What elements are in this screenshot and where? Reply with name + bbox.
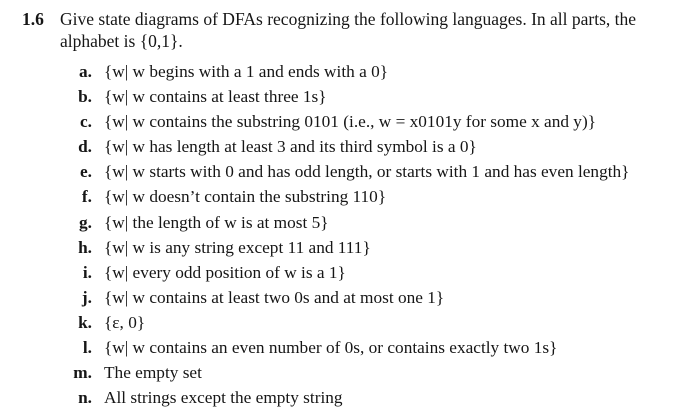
part-language: {ε, 0} — [104, 312, 146, 332]
part-label: m. — [73, 363, 92, 383]
part-item — [0, 387, 700, 412]
part-label: f. — [81, 187, 92, 207]
problem-statement: Give state diagrams of DFAs recognizing the following languages. In all parts, the alphabet is {0,1}. — [60, 9, 637, 51]
part-language: {w| w doesn’t contain the substring 110} — [104, 187, 387, 207]
part-label: l. — [82, 338, 92, 358]
part-label: i. — [82, 262, 92, 282]
part-label: h. — [78, 237, 92, 257]
part-language: {w| w contains at least two 0s and at most one 1} — [104, 287, 445, 307]
parts-list — [0, 61, 700, 412]
part-item — [0, 186, 700, 211]
part-item — [0, 212, 700, 237]
part-language: {w| w has length at least 3 and its third symbol is a 0} — [104, 137, 477, 157]
part-item — [0, 362, 700, 387]
part-language: The empty set — [104, 363, 202, 383]
part-label: c. — [80, 112, 92, 132]
part-item — [0, 86, 700, 111]
part-language: All strings except the empty string — [104, 388, 343, 408]
part-item — [0, 312, 700, 337]
part-label: g. — [79, 212, 92, 232]
part-item — [0, 237, 700, 262]
part-label: n. — [78, 388, 92, 408]
part-label: d. — [78, 137, 92, 157]
part-label: k. — [78, 312, 92, 332]
part-language: {w| w starts with 0 and has odd length, or starts with 1 and has even length} — [104, 162, 630, 182]
part-language: {w| every odd position of w is a 1} — [104, 262, 346, 282]
part-label: b. — [78, 87, 92, 107]
part-item — [0, 262, 700, 287]
problem-number: 1.6 — [22, 9, 44, 29]
part-item — [0, 161, 700, 186]
part-language: {w| w contains an even number of 0s, or contains exactly two 1s} — [104, 338, 558, 358]
part-label: e. — [80, 162, 92, 182]
part-language: {w| the length of w is at most 5} — [104, 212, 329, 232]
part-item — [0, 136, 700, 161]
part-language: {w| w begins with a 1 and ends with a 0} — [104, 62, 389, 81]
part-item — [0, 111, 700, 136]
part-label: j. — [81, 287, 92, 307]
part-language: {w| w contains at least three 1s} — [104, 87, 327, 107]
part-language: {w| w contains the substring 0101 (i.e., w = x0101y for some x and y)} — [104, 112, 597, 132]
part-item — [0, 337, 700, 362]
part-label: a. — [79, 62, 92, 81]
part-item — [0, 61, 700, 86]
part-item — [0, 287, 700, 312]
part-language: {w| w is any string except 11 and 111} — [104, 237, 371, 257]
